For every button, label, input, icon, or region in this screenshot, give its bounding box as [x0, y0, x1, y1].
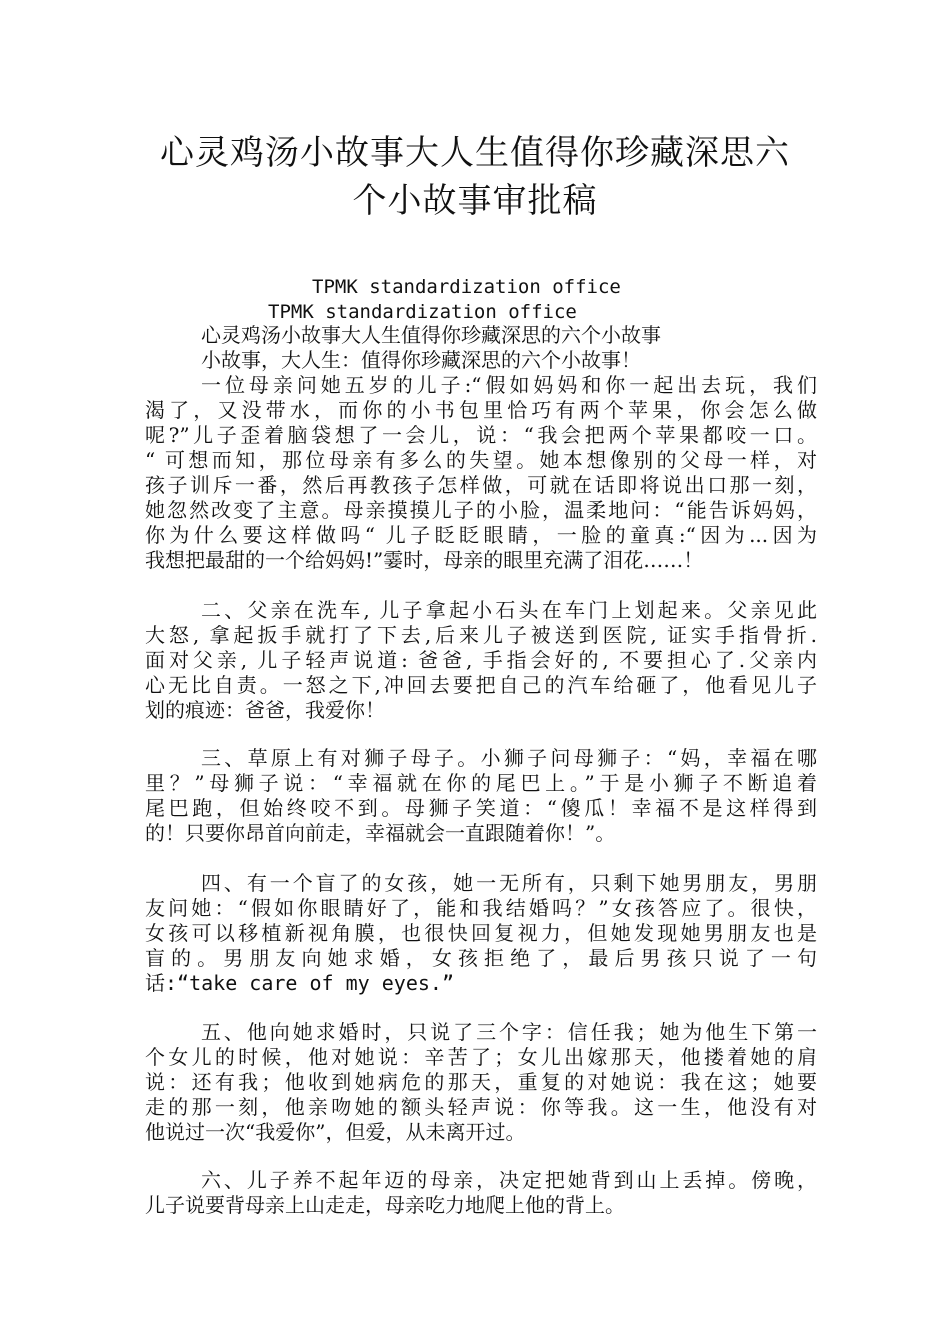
office-label-2: TPMK standardization office: [268, 301, 577, 323]
story-4-line: 女孩可以移植新视角膜，也很快回复视力，但她发现她男朋友也是: [145, 921, 817, 945]
story-5-line: 个女儿的时候，他对她说：辛苦了；女儿出嫁那天，他搂着她的肩: [145, 1045, 817, 1069]
story-1: [145, 373, 817, 573]
story-3-line: 尾巴跑，但始终咬不到。母狮子笑道：“傻瓜！幸福不是这样得到: [145, 796, 817, 820]
story-1-line: “ 可想而知，那位母亲有多么的失望。她本想像别的父母一样，对: [145, 448, 817, 472]
story-2-line: 面对父亲, 儿子轻声说道: 爸爸, 手指会好的, 不要担心了.父亲内: [145, 648, 817, 672]
story-1-line: 一位母亲问她五岁的儿子:“假如妈妈和你一起出去玩，我们: [201, 373, 817, 397]
story-6-line: 儿子说要背母亲上山走走，母亲吃力地爬上他的背上。: [145, 1193, 625, 1217]
story-5-line: 走的那一刻，他亲吻她的额头轻声说：你等我。这一生，他没有对: [145, 1095, 817, 1119]
story-3-line: 的！只要你昂首向前走，幸福就会一直跟随着你！”。: [145, 821, 616, 845]
story-4-line: 话:“take care of my eyes.”: [145, 971, 454, 995]
story-2-line: 划的痕迹：爸爸，我爱你！: [145, 698, 385, 722]
story-6-line: 六、儿子养不起年迈的母亲，决定把她背到山上丢掉。傍晚，: [201, 1168, 817, 1192]
story-2-line: 大怒, 拿起扳手就打了下去,后来儿子被送到医院, 证实手指骨折.: [145, 623, 817, 647]
office-label-1: TPMK standardization office: [312, 276, 621, 298]
story-3: [145, 746, 817, 846]
story-4-line: 盲的。男朋友向她求婚，女孩拒绝了，最后男孩只说了一句: [145, 946, 817, 970]
story-1-line: 孩子训斥一番，然后再教孩子怎样做，可就在话即将说出口那一刻，: [145, 473, 817, 497]
story-1-line: 你为什么要这样做吗“ 儿子眨眨眼睛，一脸的童真:“因为...因为: [145, 523, 817, 547]
story-4-line: 友问她：“假如你眼睛好了，能和我结婚吗？”女孩答应了。很快，: [145, 896, 817, 920]
story-3-line: 三、草原上有对狮子母子。小狮子问母狮子：“妈，幸福在哪: [201, 746, 817, 770]
story-3-line: 里？”母狮子说：“幸福就在你的尾巴上。”于是小狮子不断追着: [145, 771, 817, 795]
story-1-line: 我想把最甜的一个给妈妈!”霎时，母亲的眼里充满了泪花……！: [145, 548, 704, 572]
story-4: [145, 871, 817, 996]
intro-subtitle: 心灵鸡汤小故事大人生值得你珍藏深思的六个小故事: [201, 323, 661, 347]
story-1-line: 她忽然改变了主意。母亲摸摸儿子的小脸，温柔地问：“能告诉妈妈，: [145, 498, 817, 522]
story-2-line: 二、父亲在洗车, 儿子拿起小石头在车门上划起来。父亲见此: [201, 598, 817, 622]
story-6: [145, 1168, 817, 1218]
document-title-line-2: 个小故事审批稿: [352, 181, 598, 221]
story-5-line: 说：还有我；他收到她病危的那天，重复的对她说：我在这；她要: [145, 1070, 817, 1094]
story-5-line: 他说过一次“我爱你”，但爱，从未离开过。: [145, 1120, 526, 1144]
intro-heading: 小故事，大人生：值得你珍藏深思的六个小故事！: [201, 348, 641, 372]
story-1-line: 渴了，又没带水，而你的小书包里恰巧有两个苹果，你会怎么做: [145, 398, 817, 422]
story-4-line: 四、有一个盲了的女孩，她一无所有，只剩下她男朋友，男朋: [201, 871, 817, 895]
document-title-line-1: 心灵鸡汤小故事大人生值得你珍藏深思六: [160, 133, 790, 173]
intro-block: [145, 323, 817, 373]
story-1-line: 呢?”儿子歪着脑袋想了一会儿，说：“我会把两个苹果都咬一口。: [145, 423, 817, 447]
story-5: [145, 1020, 817, 1145]
story-2: [145, 598, 817, 723]
story-5-line: 五、他向她求婚时，只说了三个字：信任我；她为他生下第一: [201, 1020, 817, 1044]
story-2-line: 心无比自责。一怒之下,冲回去要把自己的汽车给砸了，他看见儿子: [145, 673, 817, 697]
